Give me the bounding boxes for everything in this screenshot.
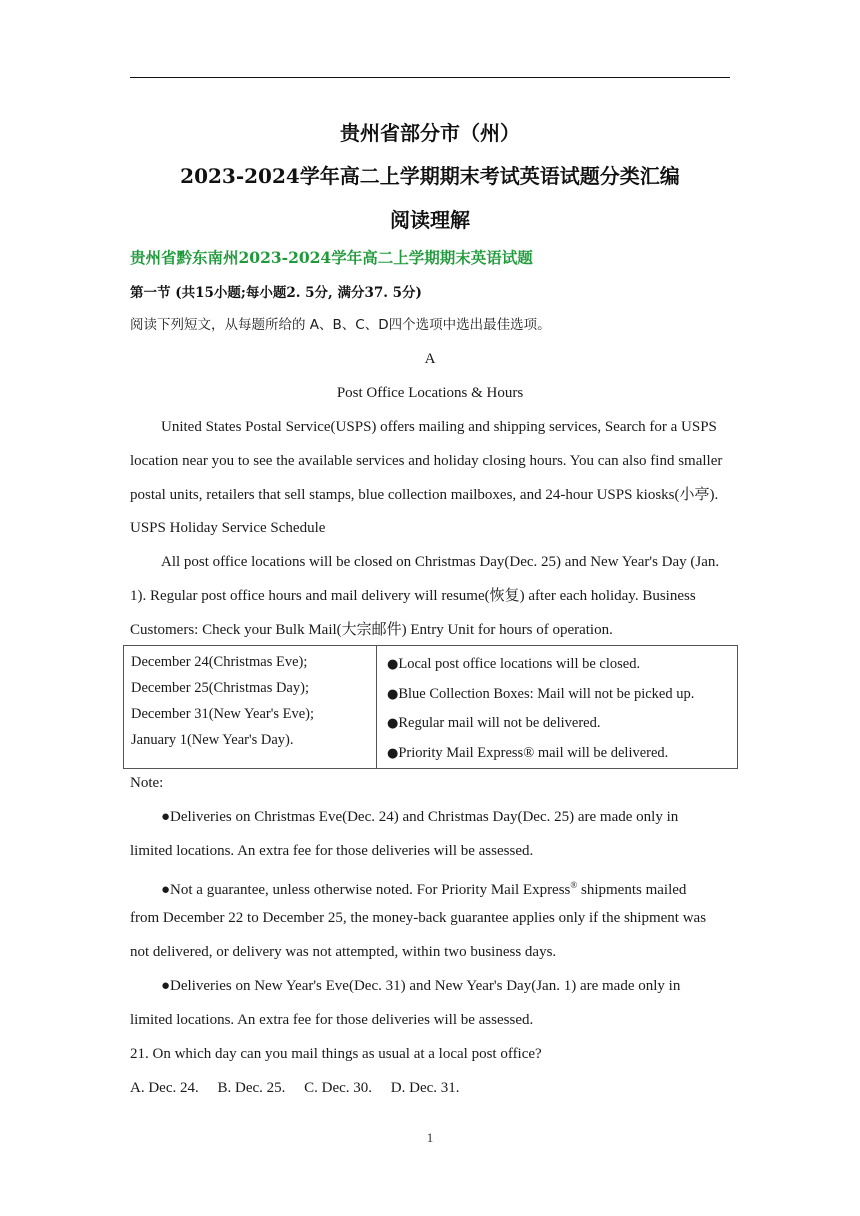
title-line-1: 贵州省部分市（州） [340, 121, 520, 145]
para1-line-2: location near you to see the available services and holiday closing hours. You can also find smaller [130, 453, 723, 469]
title-line-2: 2023-2024学年高二上学期期末考试英语试题分类汇编 [180, 164, 680, 188]
bullet-icon: ● [387, 686, 399, 702]
note2-text-a: ●Not a guarantee, unless otherwise noted. For Priority Mail Express [161, 882, 571, 898]
question-21: 21. On which day can you mail things as usual at a local post office? [130, 1046, 542, 1062]
para1-line-3: postal units, retailers that sell stamps, blue collection mailboxes, and 24-hour USPS kiosks(小亭). [130, 487, 719, 503]
bullet-icon: ● [387, 745, 399, 761]
para1-line-1: United States Postal Service(USPS) offers mailing and shipping services, Search for a USPS [161, 419, 717, 435]
source-subtitle: 贵州省黔东南州2023-2024学年高二上学期期末英语试题 [130, 248, 533, 267]
para2-line-3: Customers: Check your Bulk Mail(大宗邮件) Entry Unit for hours of operation. [130, 622, 613, 638]
header-rule [130, 77, 730, 78]
bullet-icon: ● [387, 657, 399, 672]
page-number: 1 [426, 1130, 434, 1145]
passage-label: A [424, 351, 436, 367]
note2-text-b: shipments mailed [577, 882, 687, 898]
instructions: 阅读下列短文，从每题所给的 A、B、C、D四个选项中选出最佳选项。 [130, 317, 551, 333]
service-note: Priority Mail Express® mail will be delivered. [398, 744, 669, 761]
note2-line-2: from December 22 to December 25, the money-back guarantee applies only if the shipment was [130, 910, 707, 926]
service-notes-cell [377, 646, 738, 769]
section-header: 第一节 (共15小题;每小题2. 5分, 满分37. 5分) [130, 285, 422, 301]
note1-line-1: ●Deliveries on Christmas Eve(Dec. 24) and Christmas Day(Dec. 25) are made only in [161, 809, 679, 825]
date-item: January 1(New Year's Day). [131, 732, 294, 748]
note3-line-1: ●Deliveries on New Year's Eve(Dec. 31) and New Year's Day(Jan. 1) are made only in [161, 978, 681, 994]
note2-line-3: not delivered, or delivery was not attempted, within two business days. [130, 944, 557, 960]
service-note: Local post office locations will be closed. [398, 656, 641, 672]
passage-title: Post Office Locations & Hours [336, 385, 524, 401]
question-21-options: A. Dec. 24. B. Dec. 25. C. Dec. 30. D. Dec. 31. [130, 1080, 460, 1096]
note1-line-2: limited locations. An extra fee for those deliveries will be assessed. [130, 843, 534, 859]
date-item: December 25(Christmas Day); [131, 680, 309, 696]
date-item: December 24(Christmas Eve); [131, 654, 308, 670]
note2-line-1 [161, 875, 686, 900]
schedule-heading: USPS Holiday Service Schedule [130, 520, 326, 536]
title-line-3: 阅读理解 [390, 208, 470, 232]
dates-cell [124, 646, 377, 769]
para2-line-1: All post office locations will be closed on Christmas Day(Dec. 25) and New Year's Day (Jan. [161, 554, 720, 570]
para2-line-2: 1). Regular post office hours and mail delivery will resume(恢复) after each holiday. Business [130, 588, 696, 604]
bullet-icon: ● [387, 716, 399, 731]
date-item: December 31(New Year's Eve); [131, 706, 314, 722]
service-note: Regular mail will not be delivered. [398, 715, 601, 731]
holiday-schedule-table [123, 645, 738, 769]
note3-line-2: limited locations. An extra fee for those deliveries will be assessed. [130, 1012, 534, 1028]
registered-mark: ® [570, 880, 578, 890]
note-label: Note: [130, 775, 164, 791]
service-note: Blue Collection Boxes: Mail will not be picked up. [398, 685, 695, 702]
